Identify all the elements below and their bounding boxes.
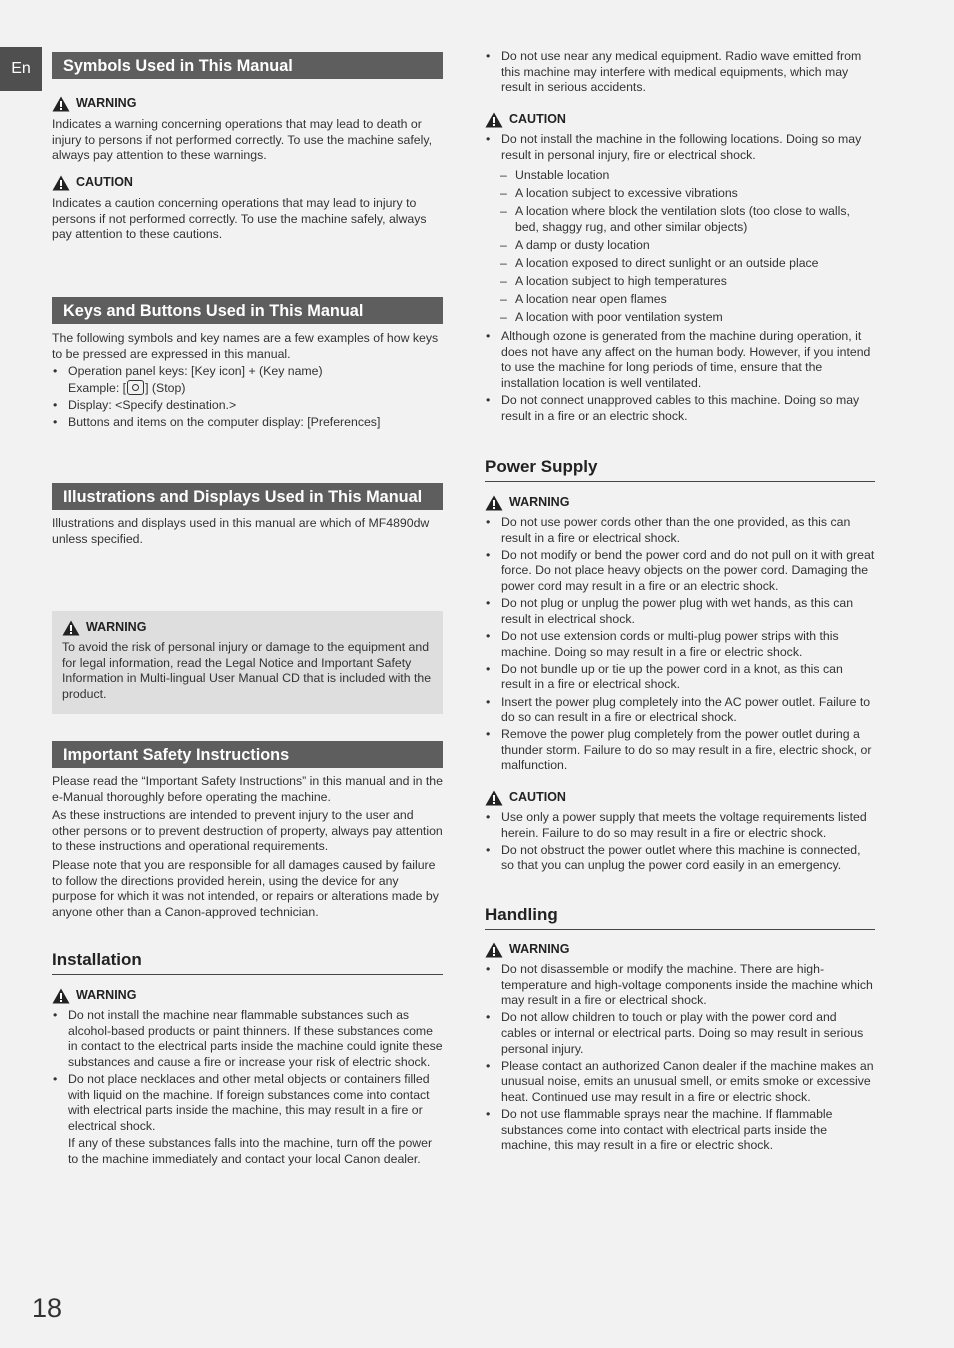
illustrations-heading: Illustrations and Displays Used in This Manual [52,483,443,510]
installation-warning [52,988,443,1167]
warning-description: Indicates a warning concerning operations that may lead to death or injury to persons if not performed correctly. To use the machine safely, always pay attention to these warnings. [52,117,433,163]
installation-caution [485,112,875,426]
list-item: • Do not bundle up or tie up the power cord in a knot, as this can result in a fire or electrical shock. [485,662,875,693]
keys-intro: The following symbols and key names are a few examples of how keys to be pressed are expressed in this manual. [52,331,439,361]
illustrations-text: Illustrations and displays used in this manual are which of MF4890dw unless specified. [52,516,430,546]
list-item: • Do not use extension cords or multi-plug power strips with this machine. Doing so may result in a fire or electric shock. [485,629,875,660]
installation-warning-cont [485,49,875,96]
list-item: • Buttons and items on the computer display: [Preferences] [52,415,443,431]
warning-label: WARNING [485,495,875,511]
warning-triangle-icon [52,988,70,1004]
warning-triangle-icon [62,620,80,636]
power-supply-heading: Power Supply [485,457,875,482]
location-item: – A location near open flames [485,292,875,308]
safety-paragraph: Please note that you are responsible for all damages caused by failure to follow the directions provided herein, using the device for any purpose for which it was not intended, or repairs or alterations made by anyone other than a Canon-approved technician. [52,857,439,919]
caution-triangle-icon [485,112,503,128]
power-caution [485,790,875,876]
symbols-heading: Symbols Used in This Manual [52,52,443,79]
list-item: • Use only a power supply that meets the voltage requirements listed herein. Failure to do so may result in a fire or electric shock. [485,810,875,841]
warning-triangle-icon [52,96,70,112]
keys-section [52,331,443,432]
safety-paragraph: Please read the “Important Safety Instructions” in this manual and in the e-Manual thoroughly before operating the machine. [52,774,443,804]
list-item: • Do not allow children to touch or play with the power cord and cables or internal or electrical parts. Doing so may result in serious personal injury. [485,1010,875,1057]
warning-label: WARNING [52,988,443,1004]
location-item: – A damp or dusty location [485,238,875,254]
stop-key-icon [127,380,144,395]
location-item: – A location subject to excessive vibrations [485,186,875,202]
installation-heading: Installation [52,950,443,975]
warning-box [52,611,443,714]
list-item: • Do not use power cords other than the one provided, as this can result in a fire or electrical shock. [485,515,875,546]
warning-triangle-icon [485,495,503,511]
handling-heading: Handling [485,905,875,930]
list-item: • Operation panel keys: [Key icon] + (Key name) Example: [ ] (Stop) [52,364,443,396]
warning-triangle-icon [485,942,503,958]
list-item: • Do not connect unapproved cables to this machine. Doing so may result in a fire or an electric shock. [485,393,875,424]
warning-label: WARNING [485,942,875,958]
list-item: • Do not install the machine near flammable substances such as alcohol-based products or paint thinners. If these substances come in contact to the electrical parts inside the machine could ignite these substances and cause a fire or increase your risk of electric shock. [52,1008,443,1070]
safety-section [52,774,443,920]
list-item: • Do not place necklaces and other metal objects or containers filled with liquid on the machine. If foreign substances come into contact with electrical parts inside the machine, this may result in a fire or electrical shock. [52,1072,443,1134]
list-item: • Do not install the machine in the following locations. Doing so may result in personal injury, fire or electrical shock. [485,132,875,163]
caution-label: CAUTION [485,112,875,128]
page-number: 18 [32,1293,63,1323]
power-warning [485,495,875,776]
list-item: • Display: <Specify destination.> [52,398,443,414]
warning-box-text: To avoid the risk of personal injury or damage to the equipment and for legal information, read the Legal Notice and Important Safety Information in Multi-lingual User Manual CD that is included with the product. [62,640,432,701]
location-item: – A location with poor ventilation system [485,310,875,326]
list-item: • Do not obstruct the power outlet where this machine is connected, so that you can unplug the power cord easily in an emergency. [485,843,875,874]
location-item: – A location subject to high temperatures [485,274,875,290]
caution-label: CAUTION [485,790,875,806]
caution-triangle-icon [52,175,70,191]
symbols-caution [52,175,443,243]
list-item: • Do not use near any medical equipment. Radio wave emitted from this machine may interfere with medical equipments, which may result in serious accidents. [485,49,875,96]
language-tab: En [0,47,42,91]
safety-paragraph: As these instructions are intended to prevent injury to the user and other persons or to prevent destruction of property, always pay attention to these instructions and operational requirements. [52,808,443,854]
caution-description: Indicates a caution concerning operations that may lead to injury to persons if not performed correctly. To use the machine safely, always pay attention to these cautions. [52,196,427,242]
list-item: • Insert the power plug completely into the AC power outlet. Failure to do so can result in a fire or electrical shock. [485,695,875,726]
list-item: • Do not modify or bend the power cord and do not pull on it with great force. Do not place heavy objects on the power cord. Damaging the power cord may result in a fire or an electric shock. [485,548,875,595]
list-item: • Do not plug or unplug the power plug with wet hands, as this can result in electrical shock. [485,596,875,627]
location-item: – A location exposed to direct sunlight or an outside place [485,256,875,272]
caution-label: CAUTION [52,175,443,191]
caution-triangle-icon [485,790,503,806]
list-item: • Please contact an authorized Canon dealer if the machine makes an unusual noise, emits an unusual smell, or emits smoke or excessive heat. Continued use may result in a fire or electric shock. [485,1059,875,1106]
safety-heading: Important Safety Instructions [52,741,443,768]
installation-note: If any of these substances falls into the machine, turn off the power to the machine immediately and contact your local Canon dealer. [68,1135,433,1166]
warning-label: WARNING [62,620,433,636]
list-item: • Remove the power plug completely from the power outlet during a thunder storm. Failure to do so may result in a fire, electric shock, or malfunction. [485,727,875,774]
location-item: – A location where block the ventilation slots (too close to walls, bed, shaggy rug, and other similar objects) [485,204,875,235]
keys-heading: Keys and Buttons Used in This Manual [52,297,443,324]
symbols-warning [52,96,443,164]
location-item: – Unstable location [485,168,875,184]
handling-warning [485,942,875,1156]
list-item: • Do not disassemble or modify the machine. There are high-temperature and high-voltage components inside the machine which may result in a fire or electrical shock. [485,962,875,1009]
warning-label: WARNING [52,96,443,112]
list-item: • Although ozone is generated from the machine during operation, it does not have any affect on the human body. However, if you intend to use the machine for long periods of time, ensure that the installation location is well ventilated. [485,329,875,391]
list-item: • Do not use flammable sprays near the machine. If flammable substances come into contact with electrical parts inside the machine, this may result in a fire or electric shock. [485,1107,875,1154]
